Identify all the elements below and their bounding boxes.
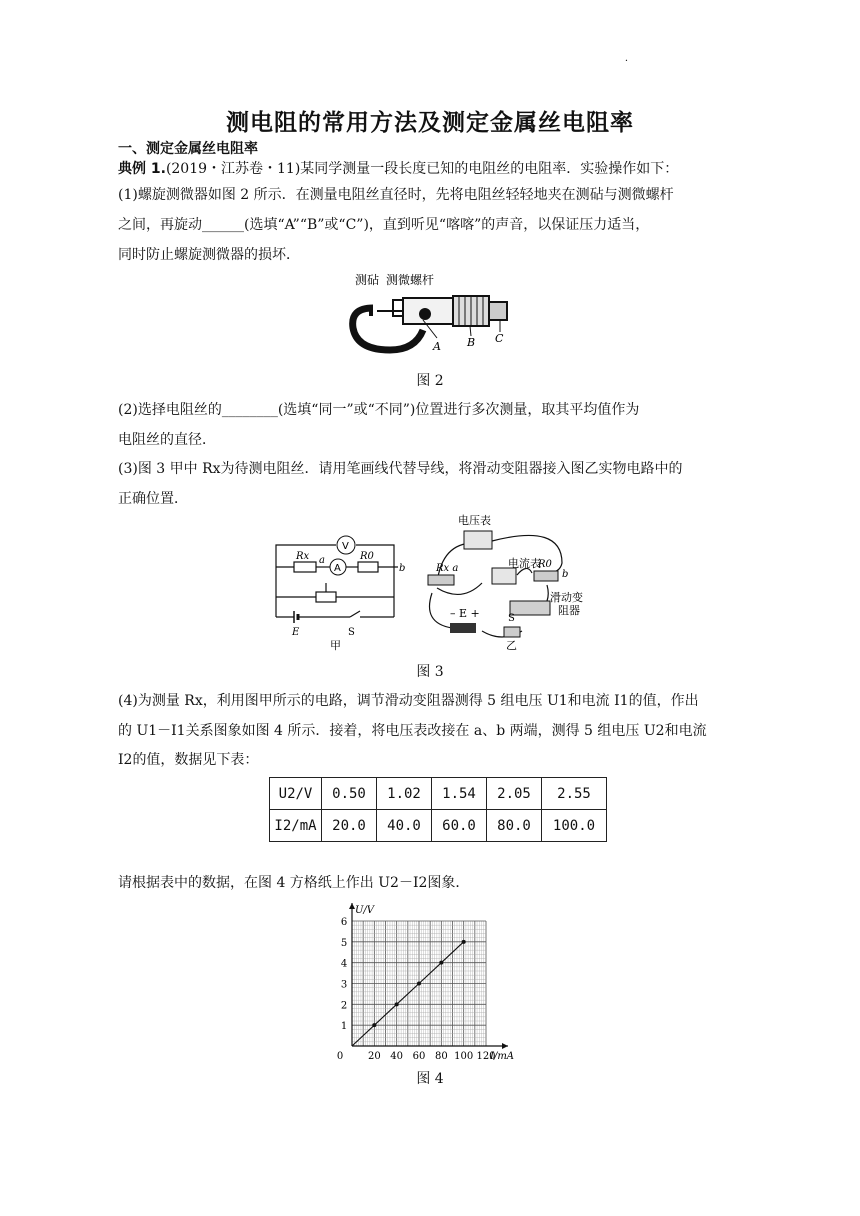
svg-text:滑动变: 滑动变 xyxy=(550,591,583,604)
svg-text:– E +: – E + xyxy=(450,607,480,620)
y-tick-label: 3 xyxy=(340,979,348,991)
svg-text:电流表: 电流表 xyxy=(508,557,541,570)
data-point xyxy=(372,1023,376,1027)
fig2-label-a: A xyxy=(433,340,441,353)
data-point xyxy=(395,1002,399,1006)
example-line-4: 同时防止螺旋测微器的损坏． xyxy=(118,247,300,263)
table-cell: 60.0 xyxy=(432,810,487,842)
table-cell: 40.0 xyxy=(377,810,432,842)
table-header-i2: I2/mA xyxy=(270,810,322,842)
figure-3-circuit-yi xyxy=(422,513,592,653)
y-tick-label: 2 xyxy=(340,1000,348,1012)
x-tick-label: 60 xyxy=(412,1051,426,1062)
svg-text:电压表: 电压表 xyxy=(458,514,491,527)
table-cell: 2.55 xyxy=(542,778,607,810)
section-heading: 一、测定金属丝电阻率 xyxy=(118,141,258,157)
y-tick-label: 1 xyxy=(340,1021,348,1033)
fig2-label-anvil: 测砧 xyxy=(355,273,380,287)
svg-text:R0: R0 xyxy=(538,559,552,570)
table-cell: 1.54 xyxy=(432,778,487,810)
svg-text:R0: R0 xyxy=(360,551,374,562)
data-point xyxy=(462,940,466,944)
x-tick-label: 0 xyxy=(336,1051,344,1062)
q3-line-1: (3)图 3 甲中 Rx为待测电阻丝．请用笔画线代替导线，将滑动变阻器接入图乙实物电路中的 xyxy=(118,461,683,477)
figure-3-caption: 图 3 xyxy=(416,664,444,680)
q4-line-3: I2的值，数据见下表： xyxy=(118,752,259,768)
fig2-label-b: B xyxy=(467,336,476,349)
example-label: 典例 1. xyxy=(118,161,166,177)
table-cell: 100.0 xyxy=(542,810,607,842)
table-cell: 1.02 xyxy=(377,778,432,810)
svg-text:A: A xyxy=(334,563,341,574)
svg-text:b: b xyxy=(399,563,406,574)
x-tick-label: 40 xyxy=(390,1051,404,1062)
svg-text:E: E xyxy=(292,627,300,638)
x-axis-arrow xyxy=(502,1043,508,1049)
table-row xyxy=(270,810,607,842)
page-title: 测电阻的常用方法及测定金属丝电阻率 xyxy=(226,110,634,136)
fig2-label-spindle: 测微螺杆 xyxy=(386,273,435,287)
svg-text:S: S xyxy=(508,613,515,624)
example-line-1: 典例 1.(2019・江苏卷・11)某同学测量一段长度已知的电阻丝的电阻率．实验操作如下： xyxy=(118,161,679,177)
svg-text:甲: 甲 xyxy=(330,639,341,652)
q4-after-line: 请根据表中的数据，在图 4 方格纸上作出 U2－I2图象． xyxy=(118,875,470,891)
svg-text:V: V xyxy=(342,541,349,552)
x-tick-label: 20 xyxy=(367,1051,381,1062)
x-tick-label: 100 xyxy=(454,1051,474,1062)
x-tick-label: 120 xyxy=(476,1051,496,1062)
q3-line-2: 正确位置． xyxy=(118,491,188,507)
svg-text:乙: 乙 xyxy=(506,639,517,652)
svg-text:Rx: Rx xyxy=(296,551,310,562)
q2-line-1: (2)选择电阻丝的________(选填“同一”或“不同”)位置进行多次测量，取其平均值作为 xyxy=(118,402,640,418)
example-line-3: 之间，再旋动______(选填“A”“B”或“C”)，直到听见“喀喀”的声音，以保证压力适当， xyxy=(118,217,650,233)
x-axis-label: I/mA xyxy=(490,1051,515,1062)
figure-4-chart xyxy=(330,896,530,1066)
data-point xyxy=(439,961,443,965)
table-header-u2: U2/V xyxy=(270,778,322,810)
svg-text:Rx a: Rx a xyxy=(436,563,459,574)
fig2-label-c: C xyxy=(495,332,504,345)
svg-text:S: S xyxy=(348,627,355,638)
y-tick-label: 4 xyxy=(340,958,348,970)
table-cell: 0.50 xyxy=(322,778,377,810)
q4-line-2: 的 U1－I1关系图象如图 4 所示．接着，将电压表改接在 a、b 两端，测得 5 组电压 U2和电流 xyxy=(118,723,707,739)
table-row xyxy=(270,778,607,810)
table-cell: 2.05 xyxy=(487,778,542,810)
svg-text:b: b xyxy=(562,569,569,580)
figure-2-caption: 图 2 xyxy=(416,373,444,389)
svg-text:阻器: 阻器 xyxy=(558,604,580,617)
example-line-2: (1)螺旋测微器如图 2 所示．在测量电阻丝直径时，先将电阻丝轻轻地夹在测砧与测微螺杆 xyxy=(118,187,674,203)
table-cell: 20.0 xyxy=(322,810,377,842)
y-axis-label: U/V xyxy=(355,905,375,916)
table-cell: 80.0 xyxy=(487,810,542,842)
page-mark: · xyxy=(624,56,628,67)
q2-line-2: 电阻丝的直径． xyxy=(118,432,216,448)
y-tick-label: 5 xyxy=(340,937,348,949)
figure-3-circuit-jia xyxy=(268,525,418,653)
data-point xyxy=(417,982,421,986)
q4-line-1: (4)为测量 Rx，利用图甲所示的电路，调节滑动变阻器测得 5 组电压 U1和电流 I1的值，作出 xyxy=(118,693,699,709)
figure-4-caption: 图 4 xyxy=(416,1071,444,1087)
svg-text:a: a xyxy=(319,555,325,566)
y-tick-label: 6 xyxy=(340,917,348,928)
figure-2-micrometer xyxy=(345,268,525,358)
data-table xyxy=(269,777,607,842)
x-tick-label: 80 xyxy=(434,1051,448,1062)
